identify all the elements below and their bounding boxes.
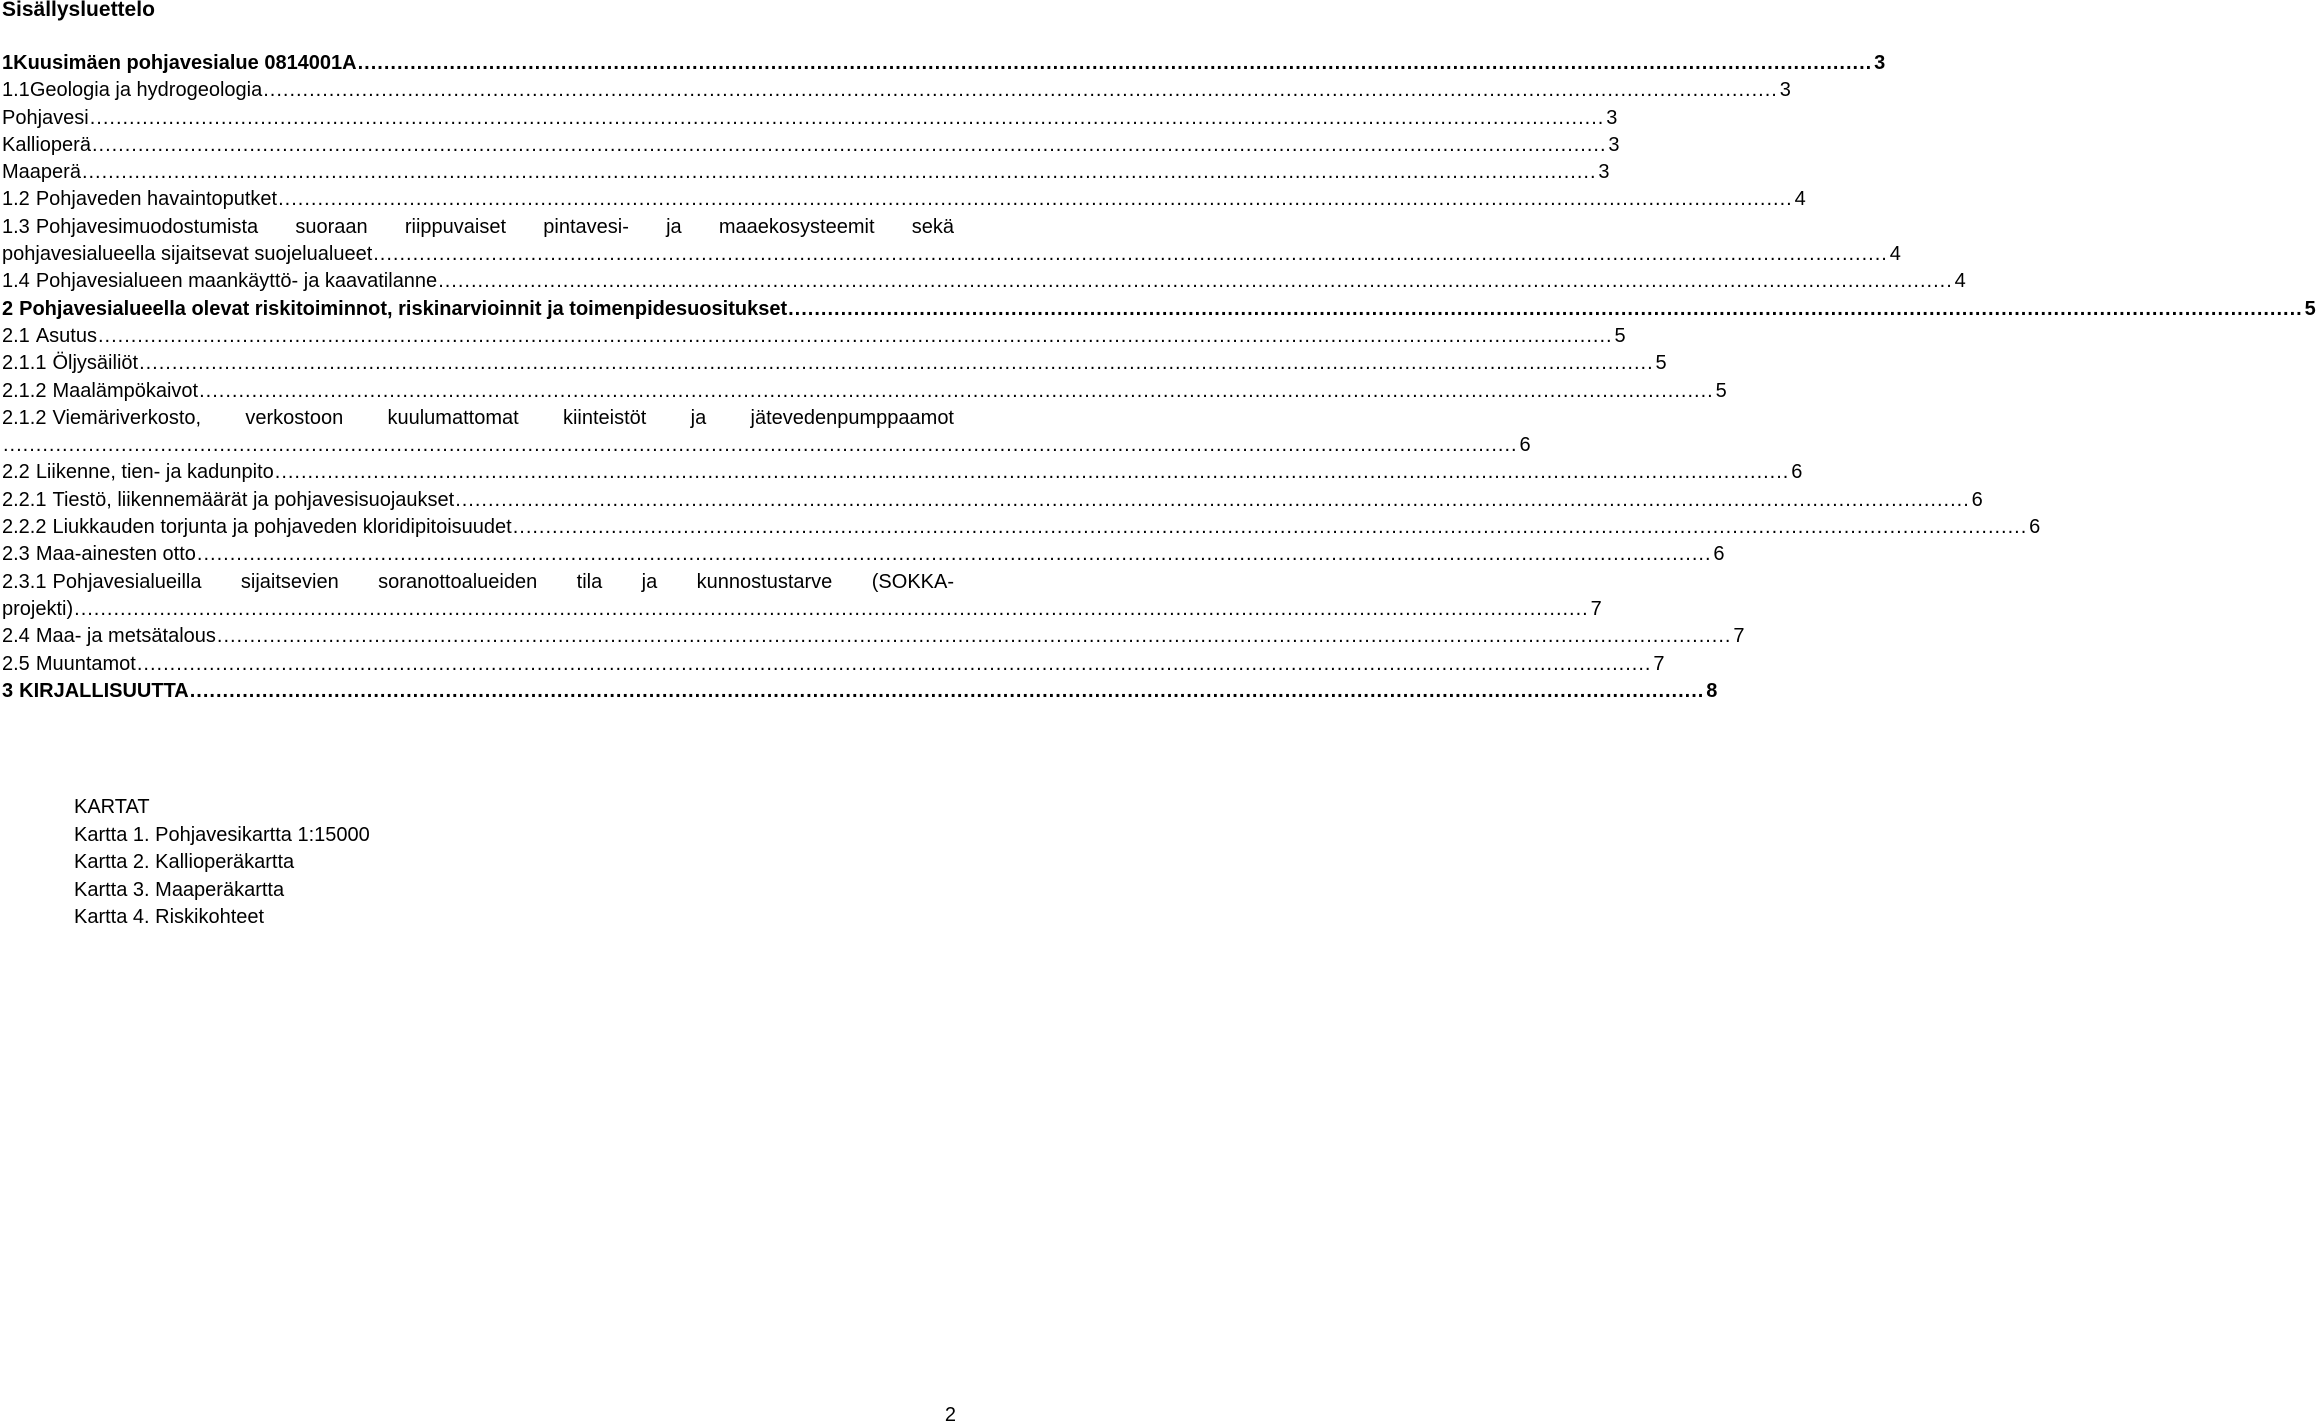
toc-leader-dots: [455, 487, 1970, 514]
toc-leader-dots: [788, 296, 2303, 323]
toc-entry-label: Liikenne, tien- ja kadunpito: [35, 461, 274, 484]
toc-entry[interactable]: [2, 350, 1667, 377]
toc-entry-page: 6: [1519, 434, 1531, 457]
map-item: Kartta 2. Kallioperäkartta: [74, 851, 295, 873]
toc-entry[interactable]: [2, 541, 1725, 568]
toc-leader-dots: [137, 651, 1652, 678]
toc-entry-number: 2.1.1: [2, 352, 47, 375]
toc-entry-page: 6: [1971, 488, 1983, 511]
toc-entry-label: Pohjavesi: [2, 106, 89, 129]
toc-entry-label: Öljysäiliöt: [52, 352, 139, 375]
toc-entry-label: Maalämpökaivot: [52, 379, 199, 402]
toc-entry-label: Pohjavesialueella olevat riskitoiminnot, riskinarvioinnit ja toimenpidesuositukset: [19, 297, 788, 320]
toc-entry-number: 1.2: [2, 188, 30, 211]
toc-leader-dots: [139, 350, 1654, 377]
toc-leader-dots: [82, 159, 1597, 186]
toc-entry-page: 6: [1713, 543, 1725, 566]
toc-entry[interactable]: [2, 569, 954, 596]
toc-entry-number: 2.3.1: [2, 570, 47, 593]
toc-leader-dots: [197, 541, 1712, 568]
toc-leader-dots: [278, 186, 1793, 213]
toc-leader-dots: [263, 77, 1778, 104]
toc-entry[interactable]: [2, 105, 1618, 132]
toc-leader-dots: [217, 623, 1732, 650]
toc-entry-number: 1.4: [2, 270, 30, 293]
toc-entry[interactable]: [2, 678, 1718, 705]
toc-entry-page: 4: [1794, 188, 1806, 211]
toc-entry[interactable]: [2, 323, 1626, 350]
toc-entry-number: 2.4: [2, 625, 30, 648]
toc-entry-page: 5: [1655, 352, 1667, 375]
toc-leader-dots: [98, 323, 1613, 350]
toc-entry-page: 8: [1706, 679, 1718, 702]
toc-entry-number: 1.3: [2, 215, 30, 238]
toc-entry-page: 3: [1874, 52, 1886, 74]
maps-heading: KARTAT: [74, 796, 150, 818]
toc-entry-label: Maa-ainesten otto: [35, 543, 196, 566]
toc-leader-dots: [74, 596, 1589, 623]
toc-entry-page: 4: [1954, 270, 1966, 293]
toc-entry-number: 2.2: [2, 461, 30, 484]
toc-entry-page: 7: [1653, 652, 1665, 675]
toc-entry-label: Pohjavesimuodostumista suoraan riippuvaiset pintavesi- ja maaekosysteemit sekä: [35, 215, 954, 238]
toc-entry-number: 1.1: [2, 79, 30, 102]
toc-entry-label: Maa- ja metsätalous: [35, 625, 216, 648]
toc-entry[interactable]: [2, 50, 1886, 77]
toc-entry[interactable]: [2, 186, 1806, 213]
toc-entry-number: 2.5: [2, 652, 30, 675]
page-number: 2: [944, 1404, 956, 1426]
toc-entry-page: 3: [1598, 161, 1610, 184]
map-item: Kartta 1. Pohjavesikartta 1:15000: [74, 823, 370, 846]
toc-entry-page: 5: [1715, 379, 1727, 402]
toc-entry-page: 5: [2304, 297, 2316, 320]
toc-entry-label: Tiestö, liikennemäärät ja pohjavesisuojaukset: [52, 488, 455, 511]
toc-entry[interactable]: [2, 132, 1620, 159]
toc-entry-page: 3: [1608, 133, 1620, 156]
toc-entry[interactable]: [2, 268, 1966, 295]
toc-entry[interactable]: [2, 623, 1745, 650]
toc-entry-page: 3: [1606, 106, 1618, 129]
toc-leader-dots: [275, 459, 1790, 486]
toc-entry-page: 6: [2029, 516, 2041, 539]
toc-entry-label: Kallioperä: [2, 133, 91, 156]
toc-entry[interactable]: [2, 159, 1610, 186]
maps-list: [74, 794, 370, 932]
toc-entry-label: projekti): [2, 597, 74, 620]
toc-leader-dots: [199, 378, 1714, 405]
toc-entry-label: Muuntamot: [35, 652, 136, 675]
toc-leader-dots: [373, 241, 1888, 268]
toc-entry[interactable]: [2, 514, 2041, 541]
table-of-contents: [2, 50, 2316, 705]
toc-entry[interactable]: [2, 405, 954, 432]
toc-entry[interactable]: [2, 378, 1727, 405]
toc-entry[interactable]: [2, 77, 1791, 104]
toc-entry[interactable]: [2, 487, 1983, 514]
toc-entry[interactable]: [2, 241, 1901, 268]
toc-leader-dots: [438, 268, 1953, 295]
toc-entry-number: 2: [2, 297, 14, 320]
toc-entry-number: 2.1.2: [2, 379, 47, 402]
toc-entry-number: 2.1: [2, 324, 30, 347]
toc-entry-page: 3: [1779, 79, 1791, 102]
toc-entry-label: Pohjaveden havaintoputket: [35, 188, 278, 211]
toc-entry-label: KIRJALLISUUTTA: [19, 679, 189, 702]
toc-entry-number: 2.3: [2, 543, 30, 566]
toc-leader-dots: [358, 50, 1873, 77]
toc-entry[interactable]: [2, 432, 1531, 459]
map-item: Kartta 3. Maaperäkartta: [74, 878, 285, 901]
toc-leader-dots: [3, 432, 1518, 459]
toc-leader-dots: [513, 514, 2028, 541]
toc-entry[interactable]: [2, 459, 1803, 486]
toc-entry-number: 2.1.2: [2, 406, 47, 429]
toc-entry-page: 6: [1791, 461, 1803, 484]
toc-entry[interactable]: [2, 296, 2316, 323]
toc-entry[interactable]: [2, 214, 954, 241]
toc-entry-label: Pohjavesialueilla sijaitsevien soranottoalueiden tila ja kunnostustarve (SOKKA-: [52, 570, 954, 593]
toc-entry-page: 5: [1614, 324, 1626, 347]
toc-leader-dots: [190, 678, 1705, 705]
toc-entry-number: 3: [2, 679, 14, 702]
toc-entry[interactable]: [2, 596, 1602, 623]
toc-leader-dots: [90, 105, 1605, 132]
toc-entry-label: pohjavesialueella sijaitsevat suojelualueet: [2, 243, 373, 266]
toc-leader-dots: [92, 132, 1607, 159]
toc-entry-label: Kuusimäen pohjavesialue 0814001A: [13, 52, 357, 74]
toc-entry-page: 7: [1733, 625, 1745, 648]
toc-entry-label: Pohjavesialueen maankäyttö- ja kaavatilanne: [35, 270, 438, 293]
toc-entry-number: 2.2.2: [2, 516, 47, 539]
toc-entry-number: 1: [2, 52, 14, 74]
toc-entry-number: 2.2.1: [2, 488, 47, 511]
toc-entry-label: Viemäriverkosto, verkostoon kuulumattomat kiinteistöt ja jätevedenpumppaamot: [52, 406, 954, 429]
toc-entry-label: Asutus: [35, 324, 97, 347]
toc-entry-page: 4: [1889, 243, 1901, 266]
toc-entry-label: Liukkauden torjunta ja pohjaveden kloridipitoisuudet: [52, 516, 512, 539]
map-item: Kartta 4. Riskikohteet: [74, 906, 265, 928]
toc-entry-label: Maaperä: [2, 161, 81, 184]
toc-entry[interactable]: [2, 651, 1665, 678]
toc-title: Sisällysluettelo: [2, 0, 155, 21]
toc-entry-label: Geologia ja hydrogeologia: [29, 79, 263, 102]
toc-entry-page: 7: [1590, 597, 1602, 620]
